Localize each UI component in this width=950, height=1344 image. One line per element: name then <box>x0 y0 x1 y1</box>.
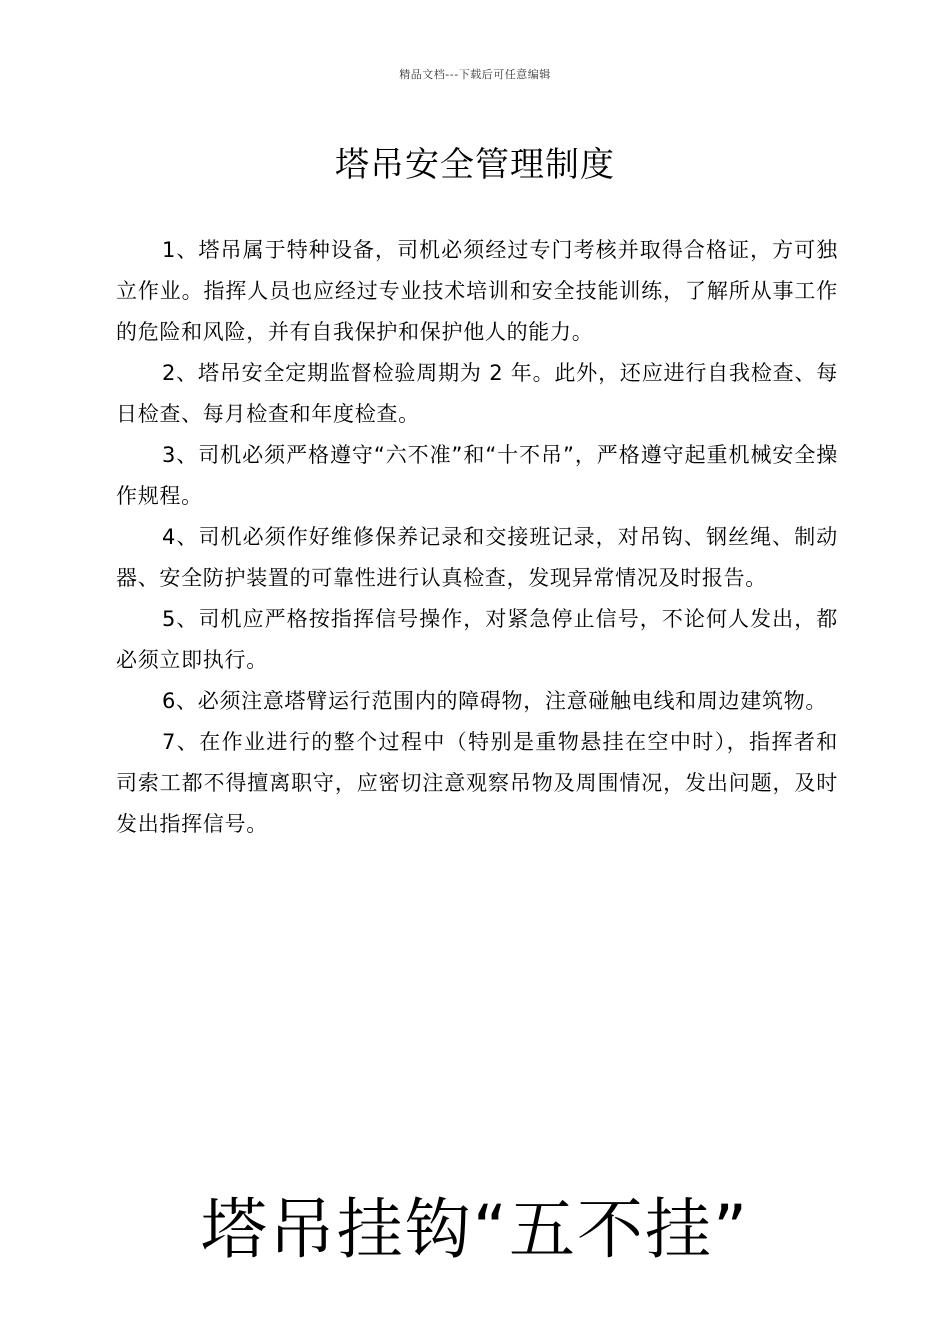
rule-item: 1、塔吊属于特种设备，司机必须经过专门考核并取得合格证，方可独立作业。指挥人员也应经过专业技术培训和安全技能训练，了解所从事工作的危险和风险，并有自我保护和保护他人的能力。 <box>116 238 838 344</box>
rules-list <box>116 230 838 845</box>
rule-item: 6、必须注意塔臂运行范围内的障碍物，注意碰触电线和周边建筑物。 <box>162 689 828 713</box>
rule-item: 4、司机必须作好维修保养记录和交接班记录，对吊钩、钢丝绳、制动器、安全防护装置的可靠性进行认真检查，发现异常情况及时报告。 <box>116 525 838 590</box>
document-title: 塔吊安全管理制度 <box>335 145 615 185</box>
rule-item: 7、在作业进行的整个过程中（特别是重物悬挂在空中时），指挥者和司索工都不得擅离职守，应密切注意观察吊物及周围情况，发出问题，及时发出指挥信号。 <box>116 730 838 836</box>
rule-item: 2、塔吊安全定期监督检验周期为 2 年。此外，还应进行自我检查、每日检查、每月检查和年度检查。 <box>116 361 838 426</box>
section-title: 塔吊挂钩“五不挂” <box>200 1191 750 1268</box>
page-header: 精品文档---下载后可任意编辑 <box>399 68 551 81</box>
rule-item: 3、司机必须严格遵守“六不准”和“十不吊”，严格遵守起重机械安全操作规程。 <box>116 443 838 508</box>
rule-item: 5、司机应严格按指挥信号操作，对紧急停止信号，不论何人发出，都必须立即执行。 <box>116 607 838 672</box>
